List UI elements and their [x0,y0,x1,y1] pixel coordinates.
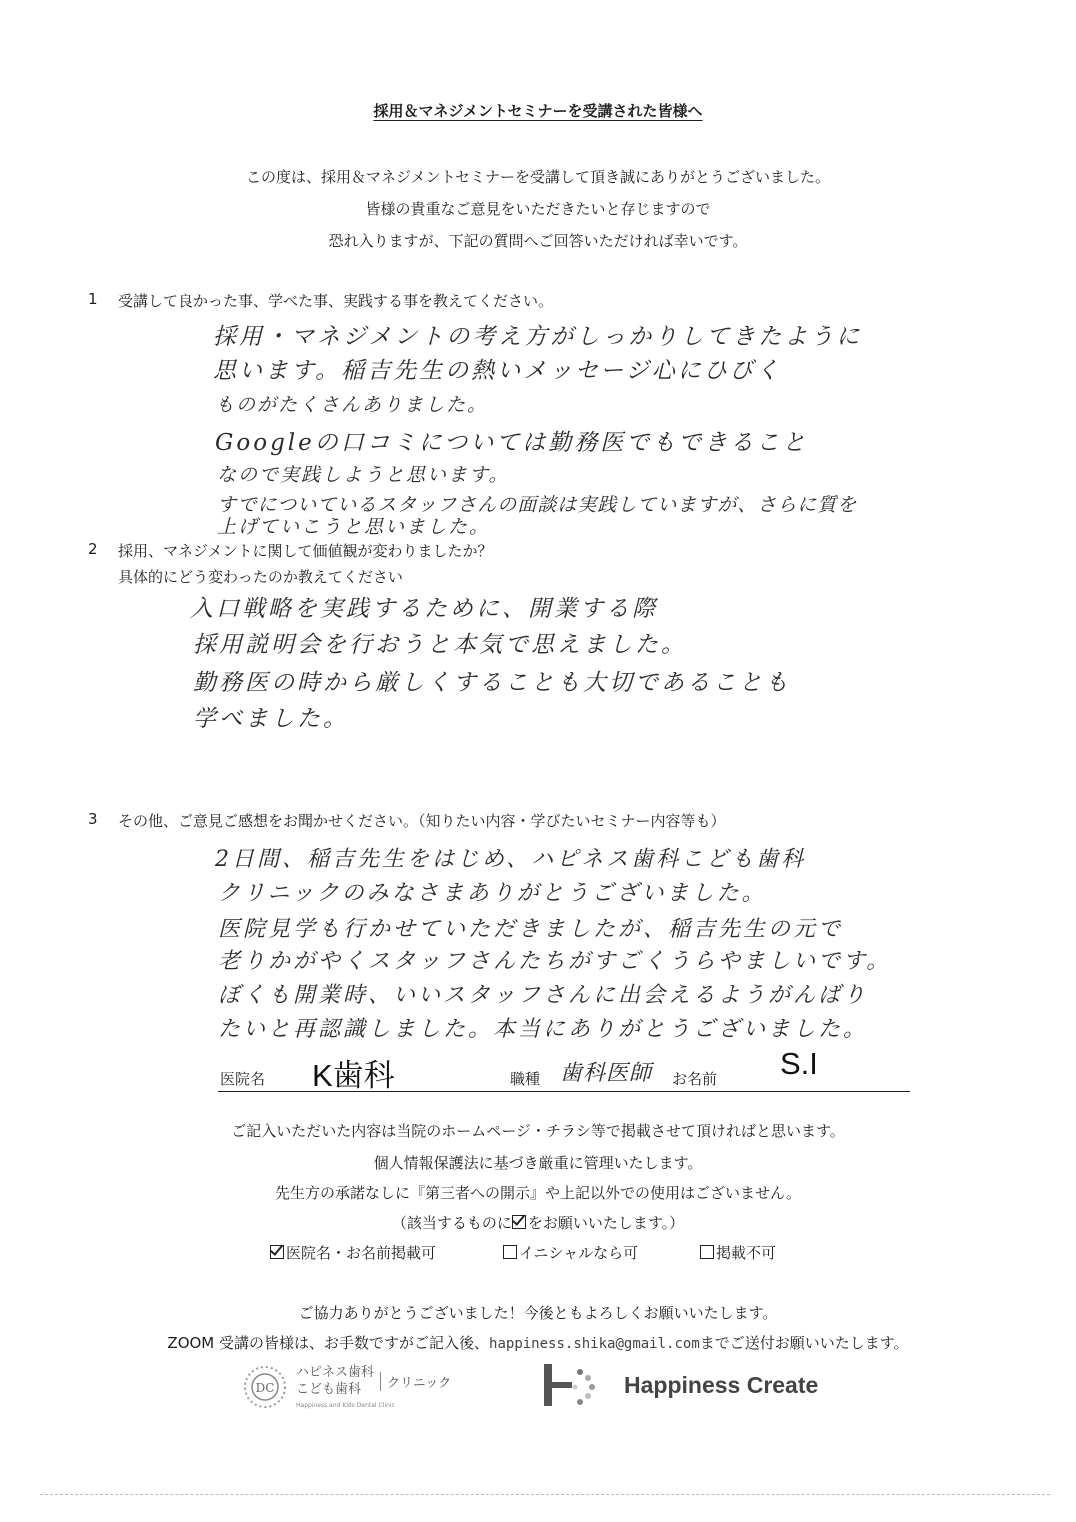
job-label: 職種 [510,1070,541,1088]
bottom-divider [40,1494,1050,1495]
notice-line-2: 個人情報保護法に基づき厳重に管理いたします。 [373,1154,703,1172]
person-name-label: お名前 [672,1070,718,1088]
closing-text: ご協力ありがとうございました！今後ともよろしくお願いいたします。 [298,1304,778,1322]
answer-1-line: なので実践しようと思います。 [217,464,510,486]
zoom-after: までご送付お願いいたします。 [699,1334,909,1352]
signature-line [218,1091,910,1092]
option-label: 掲載不可 [716,1244,777,1262]
option-initials[interactable] [503,1242,638,1263]
clinic-name-label: 医院名 [220,1070,266,1088]
checkbox-icon[interactable] [700,1245,714,1259]
answer-3-line: ぼくも開業時、いいスタッフさんに出会えるようがんばり [218,983,869,1008]
clinic-name-value: K歯科 [312,1058,395,1093]
answer-1-line: ものがたくさんありました。 [215,394,489,416]
answer-2-line: 採用説明会を行おうと本気で思えました。 [193,632,687,658]
question-2-text: 採用、マネジメントに関して価値観が変わりましたか？ [118,542,493,560]
option-no-publish[interactable] [700,1242,776,1263]
clinic-logo-subtitle: Happiness and Kids Dental Clinic [296,1402,395,1409]
answer-3-line: 2日間、稲吉先生をはじめ、ハピネス歯科こども歯科 [215,847,807,872]
option-label: 医院名・お名前掲載可 [286,1244,437,1262]
question-3-text: その他、ご意見ご感想をお聞かせください。（知りたい内容・学びたいセミナー内容等も） [118,812,726,830]
checkbox-checked-icon[interactable] [270,1245,284,1259]
checkbox-icon[interactable] [503,1245,517,1259]
check-instruction-after: をお願いいたします。） [527,1214,685,1232]
svg-text:DC: DC [255,1381,275,1395]
answer-1-line: 思います。稲吉先生の熱いメッセージ心にひびく [213,358,782,384]
answer-1-line: 上げていこうと思いました。 [217,516,491,538]
answer-3-line: クリニックのみなさまありがとうございました。 [218,881,767,906]
person-name-value: S.I [780,1046,818,1081]
check-instruction-before: （該当するものに [391,1214,512,1232]
intro-line-1: この度は、採用＆マネジメントセミナーを受講して頂き誠にありがとうございました。 [245,168,831,186]
answer-2-line: 入口戦略を実践するために、開業する際 [190,596,658,622]
clinic-logo-text [296,1364,374,1398]
check-instruction [0,1212,1076,1233]
checkbox-sample-icon [512,1215,526,1229]
clinic-logo [240,1362,470,1412]
page-title-text: 採用＆マネジメントセミナーを受講された皆様へ [373,102,703,120]
option-publish-name[interactable] [270,1242,436,1263]
contact-email[interactable]: happiness.shika@gmail.com [489,1336,700,1352]
happiness-create-logo [540,1360,870,1416]
page-title [0,100,1076,121]
question-2-number: 2 [88,540,98,558]
answer-3-line: 老りかがやくスタッフさんたちがすごくうらやましいです。 [218,949,892,974]
answer-2-line: 学べました。 [193,706,349,732]
happiness-create-mark-icon [540,1362,610,1412]
intro-line-2: 皆様の貴重なご意見をいただきたいと存じますので [365,200,711,218]
answer-1-line: 採用・マネジメントの考え方がしっかりしてきたように [213,324,863,350]
question-3-number: 3 [88,810,98,828]
question-2-subtext: 具体的にどう変わったのか教えてください [118,568,403,586]
clinic-logo-suffix: クリニック [380,1372,451,1391]
clinic-emblem-icon [240,1362,290,1412]
clinic-logo-line2: こども歯科 [296,1382,362,1397]
answer-1-line: Googleの口コミについては勤務医でもできること [215,430,809,456]
answer-3-line: 医院見学も行かせていただきましたが、稲吉先生の元で [218,917,844,942]
question-1-text: 受講して良かった事、学べた事、実践する事を教えてください。 [118,292,554,310]
intro-line-3: 恐れ入りますが、下記の質問へご回答いただければ幸いです。 [328,232,748,250]
question-1-number: 1 [88,290,98,308]
zoom-before: ZOOM 受講の皆様は、お手数ですがご記入後、 [167,1334,490,1352]
happiness-create-text: Happiness Create [624,1372,819,1398]
notice-line-1: ご記入いただいた内容は当院のホームページ・チラシ等で掲載させて頂ければと思います。 [231,1122,845,1140]
answer-3-line: たいと再認識しました。本当にありがとうございました。 [218,1017,869,1042]
clinic-logo-line1: ハピネス歯科 [296,1365,375,1380]
answer-1-line: すでについているスタッフさんの面談は実践していますが、さらに質を [217,494,858,516]
answer-2-line: 勤務医の時から厳しくすることも大切であることも [193,670,791,696]
option-label: イニシャルなら可 [519,1244,639,1262]
zoom-instruction [0,1332,1076,1353]
job-value: 歯科医師 [560,1061,653,1086]
notice-line-3: 先生方の承諾なしに『第三者への開示』や上記以外での使用はございません。 [275,1184,801,1202]
